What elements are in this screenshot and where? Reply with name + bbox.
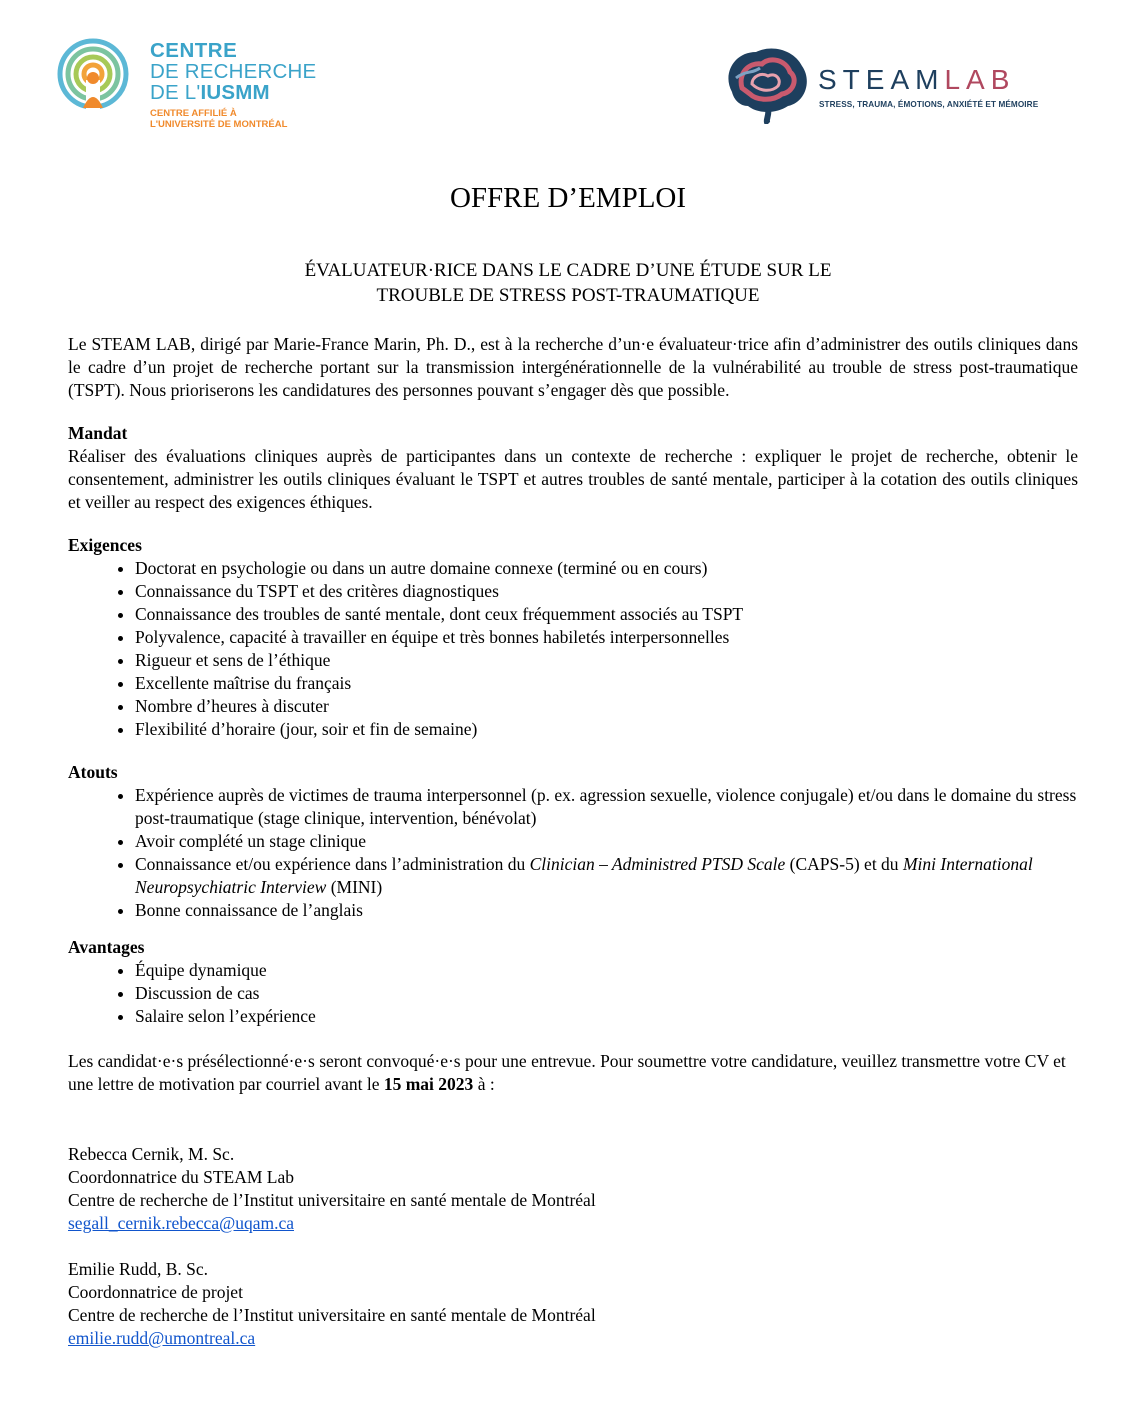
contact-role: Coordonnatrice du STEAM Lab: [68, 1167, 294, 1187]
list-item: • Équipe dynamique: [135, 959, 1078, 982]
atouts-list: [68, 784, 1078, 922]
page-title: OFFRE D’EMPLOI: [449, 182, 687, 214]
mandat-text: Réaliser des évaluations cliniques auprès de participantes dans un contexte de recherche : expliquer le projet de recherche, obtenir le consentement, administrer les outils cliniques évaluant le TSPT et autres troubles de santé mentale, participer à la cotation des outils cliniques et veiller au respect des exigences éthiques.: [68, 446, 1078, 512]
contact-email-link[interactable]: segall_cernik.rebecca@uqam.ca: [68, 1213, 294, 1233]
crc-iusmm-logo: [56, 34, 356, 144]
list-item: • Nombre d’heures à discuter: [135, 695, 1078, 718]
contact-name: Emilie Rudd, B. Sc.: [68, 1259, 208, 1279]
list-item: • Expérience auprès de victimes de trauma interpersonnel (p. ex. agression sexuelle, violence conjugale) et/ou dans le domaine du stress post-traumatique (stage clinique, intervention, bénévolat): [135, 784, 1078, 830]
list-item: • Avoir complété un stage clinique: [135, 830, 1078, 853]
list-item: • Discussion de cas: [135, 982, 1078, 1005]
logo-line-recherche: DE RECHERCHE: [150, 60, 317, 83]
brain-icon: [722, 44, 812, 124]
contact-email-link[interactable]: emilie.rudd@umontreal.ca: [68, 1328, 256, 1348]
mandat-heading: Mandat: [68, 423, 128, 443]
atouts-heading: Atouts: [68, 762, 118, 782]
list-item: • Excellente maîtrise du français: [135, 672, 1078, 695]
exigences-heading: Exigences: [68, 535, 142, 555]
list-item: • Connaissance du TSPT et des critères diagnostiques: [135, 580, 1078, 603]
contact-role: Coordonnatrice de projet: [68, 1282, 243, 1302]
crc-rings-icon: [56, 34, 146, 124]
contact-org: Centre de recherche de l’Institut universitaire en santé mentale de Montréal: [68, 1190, 596, 1210]
steamlab-logo: [722, 44, 1082, 134]
avantages-heading: Avantages: [68, 937, 145, 957]
list-item: • Polyvalence, capacité à travailler en équipe et très bonnes habiletés interpersonnelles: [135, 626, 1078, 649]
list-item: • Connaissance des troubles de santé mentale, dont ceux fréquemment associés au TSPT: [135, 603, 1078, 626]
contact-name: Rebecca Cernik, M. Sc.: [68, 1144, 235, 1164]
list-item: • Connaissance et/ou expérience dans l’administration du Clinician – Administred PTSD Scale (CAPS-5) et du Mini International Neuropsychiatric Interview (MINI): [135, 853, 1078, 899]
steamlab-tagline: STRESS, TRAUMA, ÉMOTIONS, ANXIÉTÉ ET MÉMOIRE: [819, 100, 1039, 109]
contact-block: [68, 1258, 1078, 1350]
logo-affiliation: CENTRE AFFILIÉ À L'UNIVERSITÉ DE MONTRÉAL: [150, 108, 288, 130]
list-item: • Bonne connaissance de l’anglais: [135, 899, 1078, 922]
intro-paragraph: Le STEAM LAB, dirigé par Marie-France Marin, Ph. D., est à la recherche d’un·e évaluateur·trice afin d’administrer des outils cliniques dans le cadre d’un projet de recherche portant sur la transmission intergénérationnelle de la vulnérabilité au trouble de stress post-traumatique (TSPT). Nous prioriserons les candidatures des personnes pouvant s’engager dès que possible.: [68, 334, 1078, 400]
logo-line-iusmm: DE L'IUSMM: [150, 81, 270, 104]
list-item: • Flexibilité d’horaire (jour, soir et fin de semaine): [135, 718, 1078, 741]
avantages-list: [68, 959, 1078, 1028]
page-subtitle: ÉVALUATEUR·RICE DANS LE CADRE D’UNE ÉTUDE SUR LE TROUBLE DE STRESS POST-TRAUMATIQUE: [304, 260, 832, 306]
document-body: [68, 333, 1078, 1350]
list-item: • Rigueur et sens de l’éthique: [135, 649, 1078, 672]
steamlab-wordmark: STEAMLAB: [818, 64, 1016, 95]
closing-paragraph: Les candidat·e·s présélectionné·e·s seront convoqué·e·s pour une entrevue. Pour soumettre votre candidature, veuillez transmettre votre CV et une lettre de motivation par courriel avant le 15 mai 2023 à :: [68, 1051, 1066, 1094]
exigences-list: [68, 557, 1078, 741]
contact-block: [68, 1143, 1078, 1235]
list-item: • Salaire selon l’expérience: [135, 1005, 1078, 1028]
list-item: • Doctorat en psychologie ou dans un autre domaine connexe (terminé ou en cours): [135, 557, 1078, 580]
deadline: 15 mai 2023: [383, 1074, 474, 1094]
contact-org: Centre de recherche de l’Institut universitaire en santé mentale de Montréal: [68, 1305, 596, 1325]
logo-line-centre: CENTRE: [150, 39, 238, 62]
